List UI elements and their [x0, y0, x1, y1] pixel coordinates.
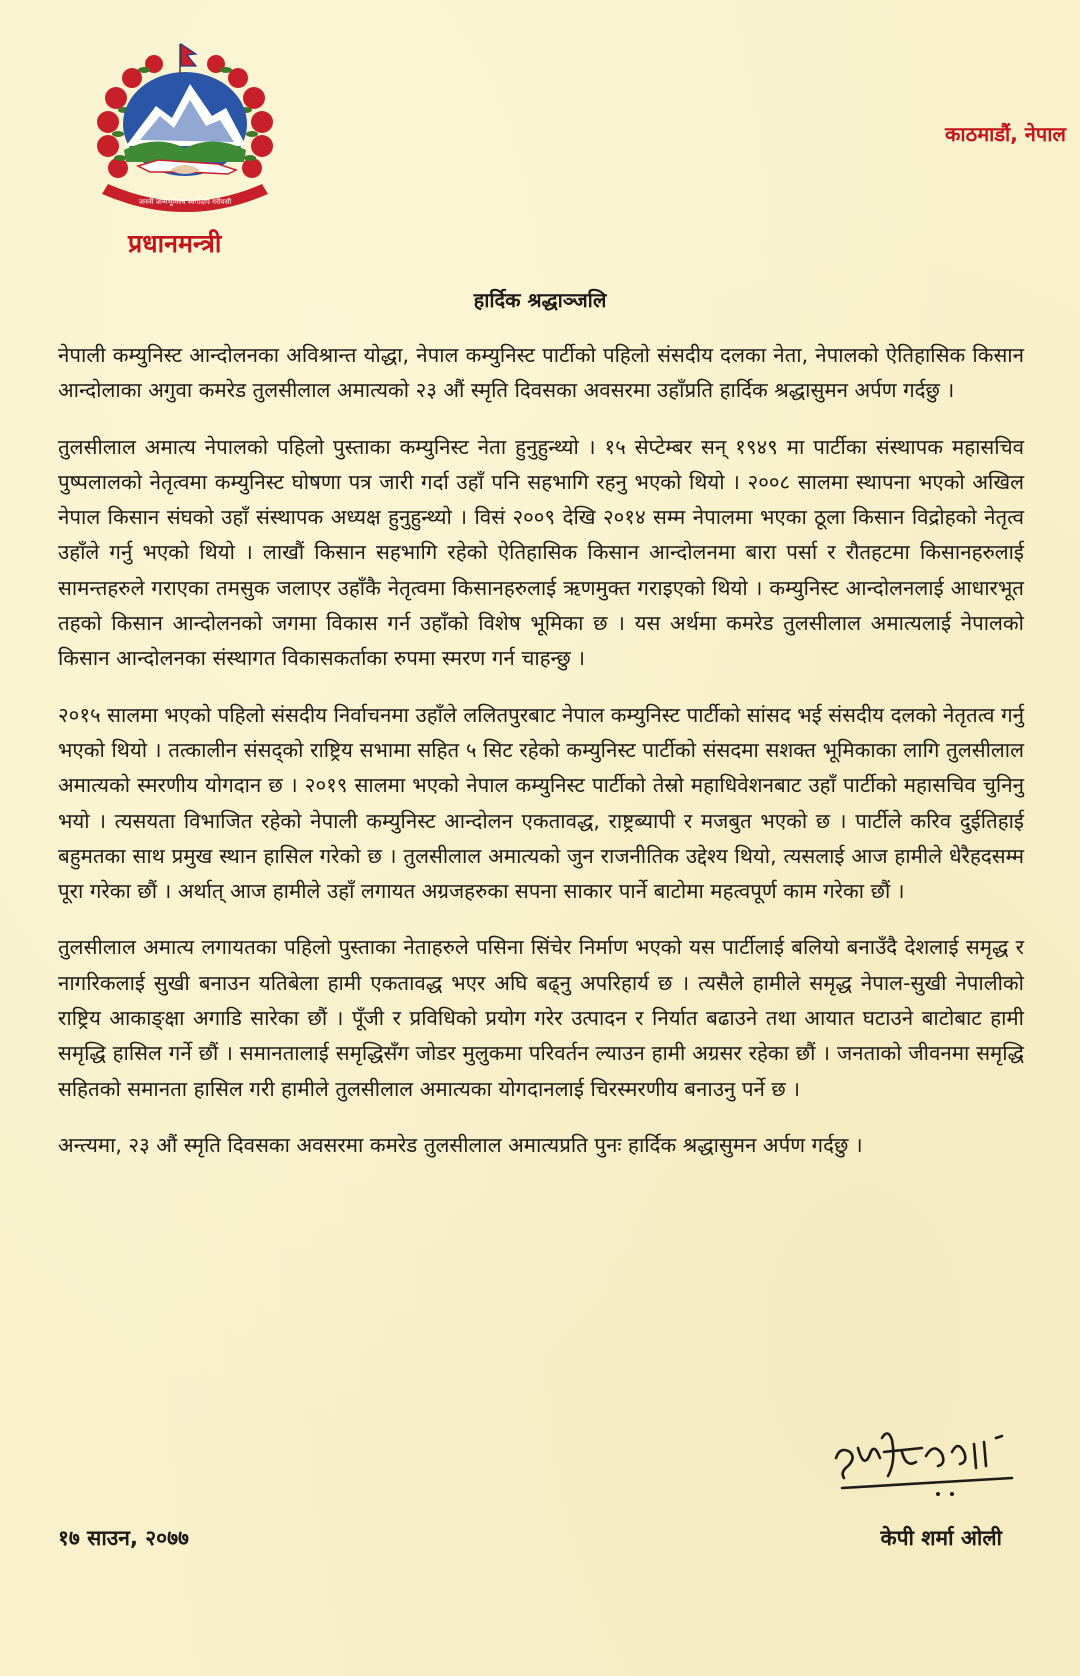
place-line: काठमाडौं, नेपाल — [945, 122, 1066, 146]
paragraph-2: तुलसीलाल अमात्य नेपालको पहिलो पुस्ताका कम्युनिस्ट नेता हुनुहुन्थ्यो । १५ सेप्टेम्बर सन् १९४९ मा पार्टीका संस्थापक महासचिव पुष्पलालको नेतृत्वमा कम्युनिस्ट घोषणा पत्र जारी गर्दा उहाँ पनि सहभागि रहनु भएको थियो । २००८ सालमा स्थापना भएको अखिल नेपाल किसान संघको उहाँ संस्थापक अध्यक्ष हुनुहुन्थ्यो । विसं २००९ देखि २०१४ सम्म नेपालमा भएका ठूला किसान विद्रोहको नेतृत्व उहाँले गर्नु भएको थियो । लाखौं किसान सहभागि रहेको ऐतिहासिक किसान आन्दोलनमा बारा पर्सा र रौतहटमा किसानहरुलाई सामन्तहरुले गराएका तमसुक जलाएर उहाँकै नेतृत्वमा किसानहरुलाई ऋणमुक्त गराइएको थियो । कम्युनिस्ट आन्दोलनलाई आधारभूत तहको किसान आन्दोलनको जगमा विकास गर्न उहाँको विशेष भूमिका छ । यस अर्थमा कमरेड तुलसीलाल अमात्यलाई नेपालको किसान आन्दोलनका संस्थागत विकासकर्ताका रुपमा स्मरण गर्न चाहन्छु । — [58, 434, 1024, 671]
paragraph-5: अन्त्यमा, २३ औं स्मृति दिवसका अवसरमा कमरेड तुलसीलाल अमात्यप्रति पुनः हार्दिक श्रद्धासुमन अर्पण गर्दछु । — [58, 1132, 863, 1157]
letter-date: १७ साउन, २०७७ — [58, 1526, 189, 1550]
emblem-motto: जननी जन्मभूमिश्च स्वर्गादपि गरीयसी — [138, 198, 232, 206]
paragraph-3: २०१५ सालमा भएको पहिलो संसदीय निर्वाचनमा उहाँले ललितपुरबाट नेपाल कम्युनिस्ट पार्टीको सांसद भई संसदीय दलको नेतृतत्व गर्नु भएको थियो । तत्कालीन संसद्को राष्ट्रिय सभामा सहित ५ सिट रहेको कम्युनिस्ट पार्टीको संसदमा सशक्त भूमिकाका लागि तुलसीलाल अमात्यको स्मरणीय योगदान छ । २०१९ सालमा भएको नेपाल कम्युनिस्ट पार्टीको तेस्रो महाधिवेशनबाट उहाँ पार्टीको महासचिव चुनिनु भयो । त्यसयता विभाजित रहेको नेपाली कम्युनिस्ट आन्दोलन एकतावद्ध, राष्ट्रब्यापी र मजबुत भएको छ । पार्टीले करिव दुईतिहाई बहुमतका साथ प्रमुख स्थान हासिल गरेको छ । तुलसीलाल अमात्यको जुन राजनीतिक उद्देश्य थियो, त्यसलाई आज हामीले धेरैहदसम्म पूरा गरेका छौं । अर्थात् आज हामीले उहाँ लगायत अग्रजहरुका सपना साकार पार्ने बाटोमा महत्वपूर्ण काम गरेका छौं । — [58, 702, 1024, 904]
signatory-name: केपी शर्मा ओली — [880, 1526, 1002, 1550]
office-title: प्रधानमन्त्री — [128, 229, 222, 258]
letter-heading: हार्दिक श्रद्धाञ्जलि — [473, 288, 607, 312]
paragraph-4: तुलसीलाल अमात्य लगायतका पहिलो पुस्ताका नेताहरुले पसिना सिंचेर निर्माण भएको यस पार्टीलाई बलियो बनाउँदै देशलाई समृद्ध र नागरिकलाई सुखी बनाउन यतिबेला हामी एकतावद्ध भएर अघि बढ्नु अपरिहार्य छ । त्यसैले हामीले समृद्ध नेपाल-सुखी नेपालीको राष्ट्रिय आकाङ्क्षा अगाडि सारेका छौं । पूँजी र प्रविधिको प्रयोग गरेर उत्पादन र निर्यात बढाउने तथा आयात घटाउने बाटोबाट हामी समृद्धि हासिल गर्ने छौं । समानतालाई समृद्धिसँग जोडर मुलुकमा परिवर्तन ल्याउन हामी अग्रसर रहेका छौं । जनताको जीवनमा समृद्धि सहितको समानता हासिल गरी हामीले तुलसीलाल अमात्यका योगदानलाई चिरस्मरणीय बनाउनु पर्ने छ । — [58, 935, 1024, 1101]
handwritten-signature-icon — [826, 1418, 1026, 1502]
paragraph-1: नेपाली कम्युनिस्ट आन्दोलनका अविश्रान्त योद्धा, नेपाल कम्युनिस्ट पार्टीको पहिलो संसदीय दलका नेता, नेपालको ऐतिहासिक किसान आन्दोलाका अगुवा कमरेड तुलसीलाल अमात्यको २३ औं स्मृति दिवसका अवसरमा उहाँप्रति हार्दिक श्रद्धासुमन अर्पण गर्दछु । — [58, 343, 1024, 403]
nepal-national-emblem-icon — [78, 38, 294, 218]
letter-body — [58, 338, 1024, 1184]
